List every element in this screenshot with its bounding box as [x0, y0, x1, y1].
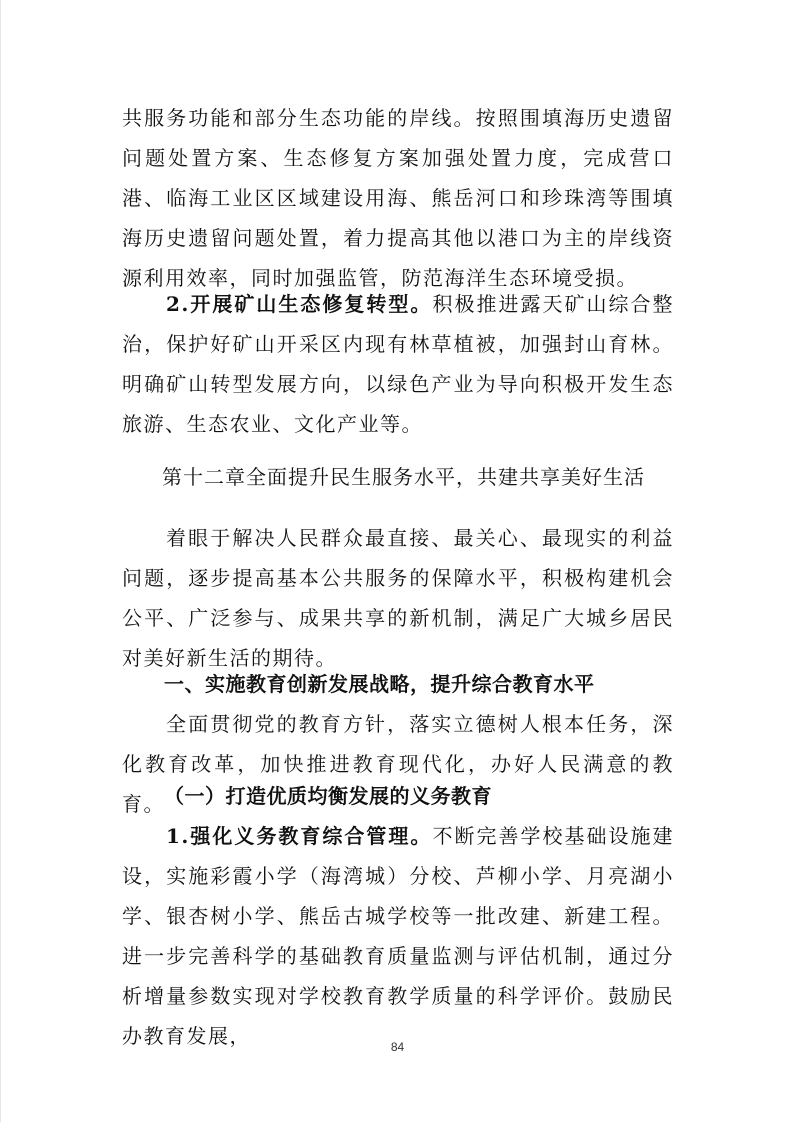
section-title: 一、实施教育创新发展战略，提升综合教育水平: [164, 672, 595, 696]
chapter-title: 第十二章全面提升民生服务水平，共建共享美好生活: [162, 465, 645, 489]
item-heading-mine-restoration: 2.开展矿山生态修复转型。: [166, 292, 433, 316]
paragraph-coastline: 共服务功能和部分生态功能的岸线。按照围填海历史遗留问题处置方案、生态修复方案加强处置力度，完成营口港、临海工业区区域建设用海、熊岳河口和珍珠湾等围填海历史遗留问题处置，着力提高其他以港口为主的岸线资源利用效率，同时加强监管，防范海洋生态环境受损。: [122, 106, 674, 290]
paragraph-education-policy: 全面贯彻党的教育方针，落实立德树人根本任务，深化教育改革，加快推进教育现代化，办好人民满意的教育。: [122, 712, 674, 816]
paragraph-mine-restoration: [122, 284, 674, 444]
paragraph-chapter-intro: 着眼于解决人民群众最直接、最关心、最现实的利益问题，逐步提高基本公共服务的保障水平，积极构建机会公平、广泛参与、成果共享的新机制，满足广大城乡居民对美好新生活的期待。: [122, 526, 674, 670]
item-heading-compulsory-education: 1.强化义务教育综合管理。: [166, 824, 433, 848]
subsection-title: （一）打造优质均衡发展的义务教育: [164, 784, 492, 808]
page-number: 84: [390, 1040, 405, 1054]
paragraph-compulsory-education: [122, 816, 674, 1056]
item-body-mine-restoration: 积极推进露天矿山综合整治，保护好矿山开采区内现有林草植被，加强封山育林。明确矿山转型发展方向，以绿色产业为导向积极开发生态旅游、生态农业、文化产业等。: [122, 292, 675, 436]
item-body-compulsory-education: 不断完善学校基础设施建设，实施彩霞小学（海湾城）分校、芦柳小学、月亮湖小学、银杏树小学、熊岳古城学校等一批改建、新建工程。进一步完善科学的基础教育质量监测与评估机制，通过分析增量参数实现对学校教育教学质量的科学评价。鼓励民办教育发展，: [122, 824, 675, 1048]
